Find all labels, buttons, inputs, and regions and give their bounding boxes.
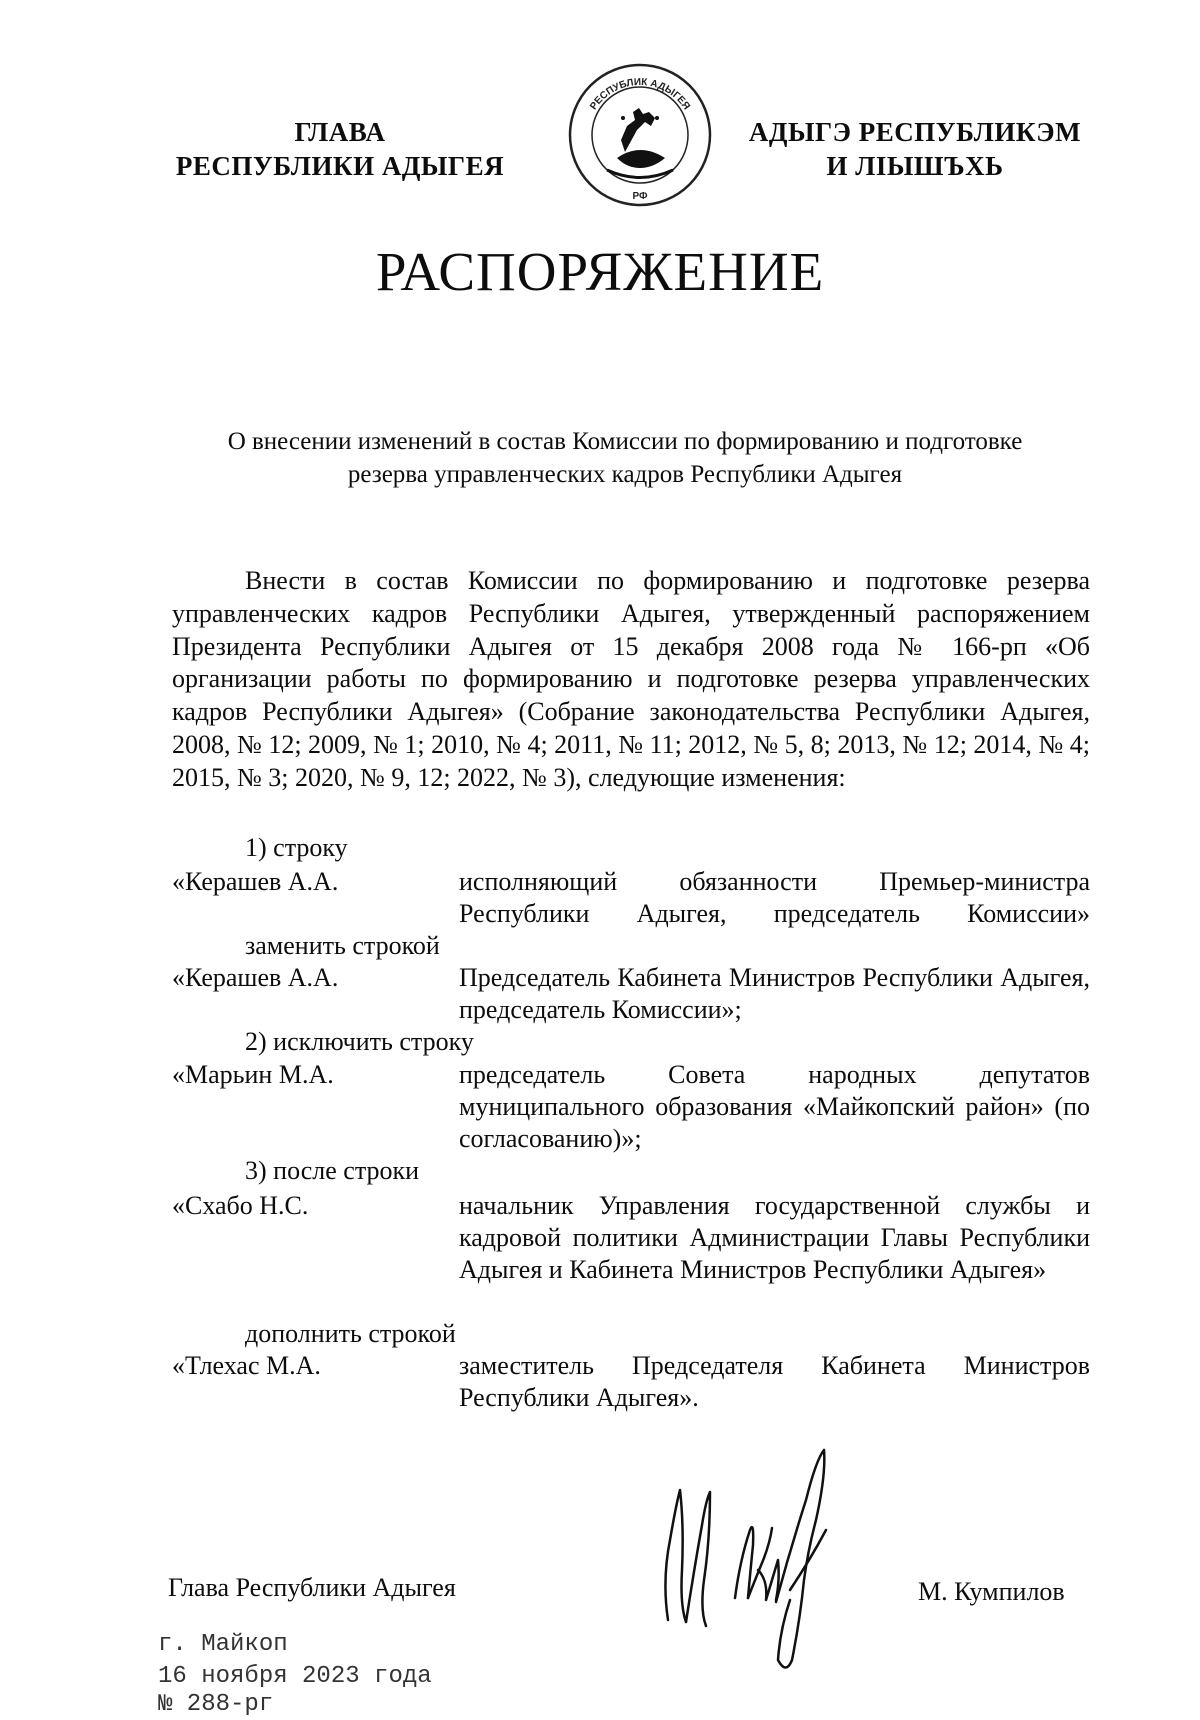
signatory-name: М. Кумпилов — [918, 1577, 1065, 1606]
item-3-add-label: дополнить строкой — [245, 1319, 456, 1348]
document-type-title: РАСПОРЯЖЕНИЕ — [375, 241, 825, 302]
issuer-name-adyghe — [735, 115, 1095, 183]
item-2-name: «Марьин М.А. — [172, 1060, 334, 1089]
subject-line-2: резерва управленческих кадров Республики Адыгея — [347, 461, 903, 488]
emblem-seal-icon — [565, 60, 715, 210]
document-number: № 288-рг — [158, 1691, 274, 1718]
issuer-name-russian — [150, 115, 530, 183]
item-3-new-name: «Тлехас М.А. — [172, 1351, 321, 1380]
preamble-paragraph: Внести в состав Комиссии по формированию и подготовке резерва управленческих кадров Республики Адыгея, утвержденный распоряжением Президента Республики Адыгея от 15 декабря 2008 года № 166-рп «Об организации работы по формированию и подготовке резерва управленческих кадров Республики Адыгея» (Собрание законодательства Республики Адыгея, 2008, № 12; 2009, № 1; 2010, № 4; 2011, № 11; 2012, № 5, 8; 2013, № 12; 2014, № 4; 2015, № 3; 2020, № 9, 12; 2022, № 3), следующие изменения: — [172, 566, 1090, 792]
item-3-description: начальник Управления государственной службы и кадровой политики Администрации Главы Республики Адыгея и Кабинета Министров Республики Адыгея» — [459, 1191, 1090, 1284]
issue-date: 16 ноября 2023 года — [158, 1663, 432, 1690]
issuer-line-1: ГЛАВА — [294, 117, 386, 147]
item-2-label: 2) исключить строку — [245, 1027, 474, 1056]
handwritten-signature — [640, 1430, 870, 1680]
item-1-label: 1) строку — [245, 833, 348, 862]
item-3-name: «Схабо Н.С. — [172, 1191, 309, 1220]
item-3-label: 3) после строки — [245, 1156, 420, 1185]
item-1-replace-label: заменить строкой — [245, 931, 440, 960]
issue-place: г. Майкоп — [158, 1631, 288, 1658]
emblem-text-top: РЕСПУБЛИК АДЫГЕЯ — [588, 76, 692, 113]
issuer-adyghe-line-2: И ЛІЫШЪХЬ — [826, 151, 1004, 181]
subject-line-1: О внесении изменений в состав Комиссии по формированию и подготовке — [227, 428, 1023, 455]
issuer-adyghe-line-1: АДЫГЭ РЕСПУБЛИКЭМ — [748, 117, 1082, 147]
signatory-title: Глава Республики Адыгея — [168, 1573, 456, 1602]
item-1-old-name: «Керашев А.А. — [172, 867, 339, 896]
coat-of-arms-emblem — [565, 60, 715, 210]
item-1-new-name: «Керашев А.А. — [172, 963, 339, 992]
item-1-old-description: исполняющий обязанности Премьер-министра Республики Адыгея, председатель Комиссии» — [459, 867, 1090, 928]
document-subject — [150, 425, 1100, 491]
signature-icon — [640, 1430, 870, 1680]
item-2-description: председатель Совета народных депутатов муниципального образования «Майкопский район» (по согласованию)»; — [459, 1060, 1090, 1153]
issuer-line-2: РЕСПУБЛИКИ АДЫГЕЯ — [175, 151, 505, 181]
item-1-new-description: Председатель Кабинета Министров Республики Адыгея, председатель Комиссии»; — [459, 963, 1090, 1024]
item-3-new-description: заместитель Председателя Кабинета Министров Республики Адыгея». — [459, 1351, 1090, 1412]
svg-text:РЕСПУБЛИК АДЫГЕЯ — [588, 77, 692, 112]
emblem-text-bottom: РФ — [632, 191, 648, 202]
